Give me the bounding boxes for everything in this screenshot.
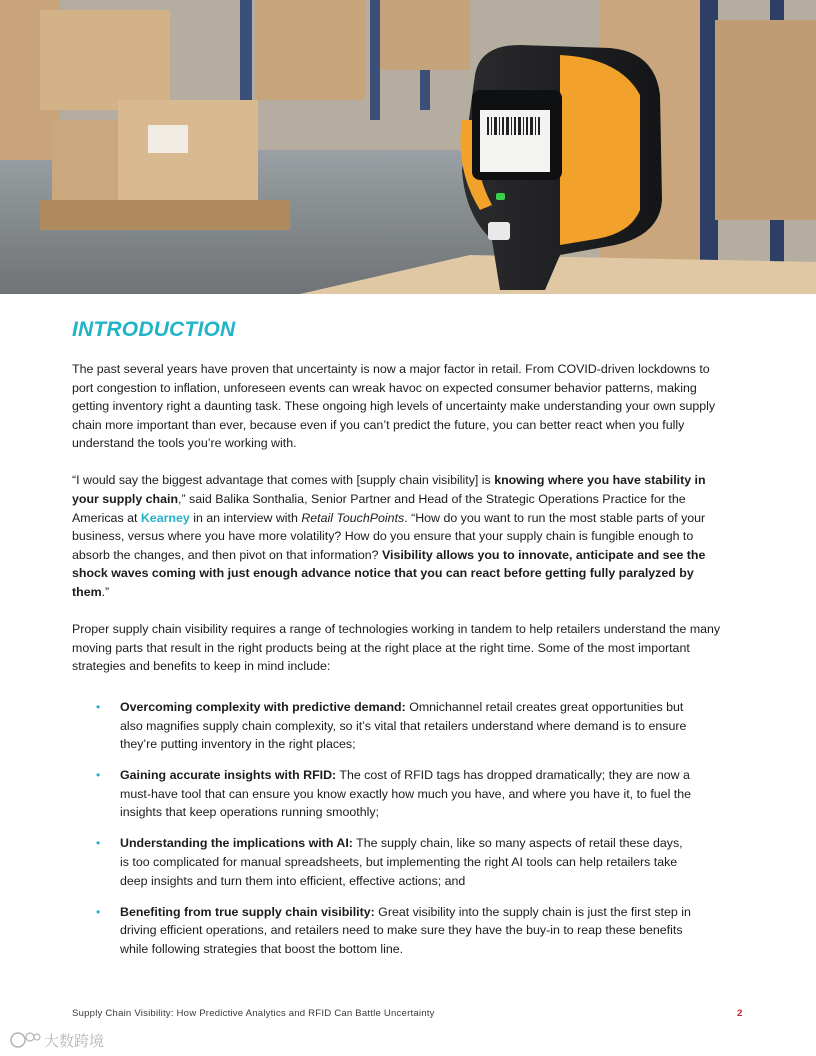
watermark-logo-icon xyxy=(8,1027,118,1053)
list-item-lead: Gaining accurate insights with RFID: xyxy=(120,768,337,783)
barcode-scanner-warehouse-photo-icon xyxy=(0,0,816,294)
intro-paragraph: The past several years have proven that uncertainty is now a major factor in retail. From COVID-driven lockdowns to port congestion to inflation, unforeseen events can wreak havoc on expected consumer behavior patterns, making getting inventory right a daunting task. These ongoing high levels of uncertainty make understanding your own supply chain more important than ever, because even if you can’t predict the future, you can better react when you fully understand the tools you’re working with. xyxy=(72,362,716,451)
list-item-text: Omnichannel retail creates great opportunities but also magnifies supply chain complexity, so it’s vital that retailers understand where demand is to ensure they’re putting inventory in the right places; xyxy=(120,699,687,752)
strategies-paragraph: Proper supply chain visibility requires a range of technologies working in tandem to help retailers understand the many moving parts that result in the right products being at the right place at the right time. Some of the most important strategies and benefits to keep in mind include: xyxy=(72,622,721,674)
quote-paragraph xyxy=(72,471,734,601)
quote-text: in an interview with xyxy=(189,510,302,525)
quote-emphasis: knowing where you have stability in your supply chain xyxy=(72,473,706,507)
page-number: 2 xyxy=(737,1008,743,1019)
publication-name: Retail TouchPoints xyxy=(301,510,405,525)
list-item-text: Great visibility into the supply chain is just the first step in driving efficient operations, and retailers need to make sure they have the buy-in to reap these benefits while following strategies that boost the bottom line. xyxy=(120,904,691,956)
list-item-lead: Benefiting from true supply chain visibility: xyxy=(120,904,375,919)
list-item xyxy=(72,834,734,890)
list-item xyxy=(72,698,734,754)
list-item-lead: Understanding the implications with AI: xyxy=(120,836,353,851)
svg-text:大数跨境: 大数跨境 xyxy=(44,1032,105,1050)
bullet-icon: • xyxy=(96,699,101,714)
quote-text: . “How do you want to run the most stable parts of your business, versus where you have more volatility? How do you ensure that your supply chain is fungible enough to absorb the changes, and then pivot on that information? xyxy=(72,510,706,562)
quote-text: .” xyxy=(101,585,110,600)
kearney-link[interactable]: Kearney xyxy=(140,510,190,525)
list-item-text: The supply chain, like so many aspects of retail these days, is too complicated for manual spreadsheets, but implementing the right AI tools can help retailers take deep insights and turn them into efficient, effective actions; and xyxy=(120,836,683,888)
list-item-text: The cost of RFID tags has dropped dramatically; they are now a must-have tool that can ensure you know exactly how much you have, and where you have it, to fuel the insights that keep operations running smoothly; xyxy=(120,768,691,820)
bullet-icon: • xyxy=(96,904,101,919)
article-body xyxy=(72,318,734,971)
quote-text: ,” said Balika Sonthalia, Senior Partner and Head of the Strategic Operations Practice for the Americas at xyxy=(72,492,686,525)
bullet-icon: • xyxy=(96,836,101,851)
list-item-lead: Overcoming complexity with predictive demand: xyxy=(120,699,406,714)
section-heading: INTRODUCTION xyxy=(72,318,236,341)
list-item xyxy=(72,766,734,822)
quote-emphasis: Visibility allows you to innovate, anticipate and see the shock waves coming with just enough advance notice that you can react before getting fully paralyzed by them xyxy=(72,547,706,600)
bullet-icon: • xyxy=(96,768,101,783)
hero-photo xyxy=(0,0,816,294)
list-item xyxy=(72,903,734,959)
quote-text: “I would say the biggest advantage that comes with [supply chain visibility] is xyxy=(72,473,495,488)
strategies-list xyxy=(72,698,734,959)
footer-title: Supply Chain Visibility: How Predictive Analytics and RFID Can Battle Uncertainty xyxy=(72,1008,435,1019)
